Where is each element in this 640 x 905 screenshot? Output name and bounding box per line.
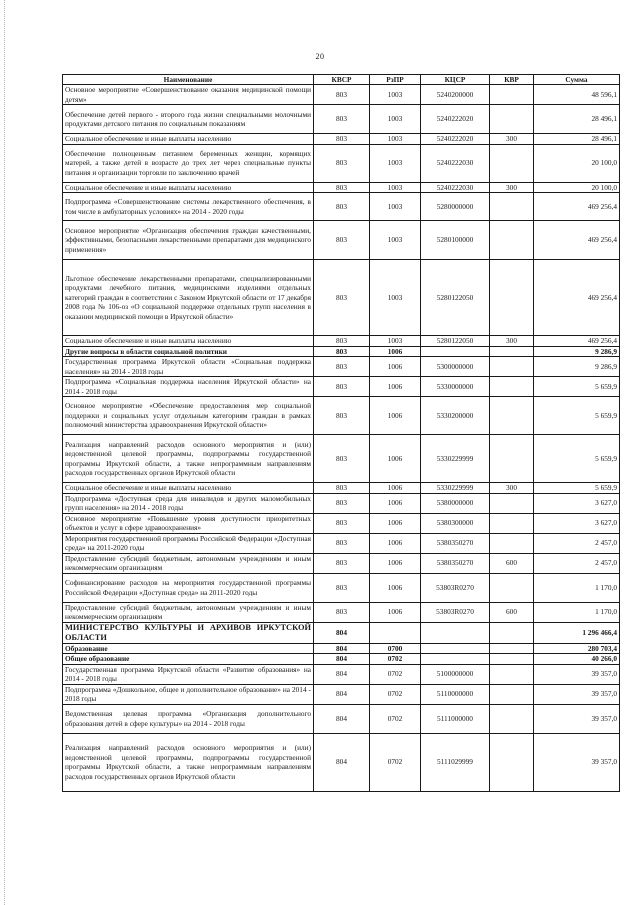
cell-rzpr: 0702 (370, 704, 421, 733)
cell-sum: 39 357,0 (534, 684, 620, 704)
table-row (63, 144, 620, 182)
cell-rzpr: 1003 (370, 134, 421, 145)
table-row (63, 654, 620, 665)
cell-name: Льготное обеспечение лекарственными препаратами, специализированными продуктами лечебного питания, медицинскими изделиями отдельных категорий граждан в соответствии с Законом Иркутской области от 17 декабря 2008 года № 106-оз «О социальной поддержке отдельных групп населения в оказании медицинской помощи в Иркутской области» (63, 260, 314, 336)
cell-name: Подпрограмма «Совершенствование системы лекарственного обеспечения, в том числе в амбулаторных условиях» на 2014 - 2020 годы (63, 193, 314, 221)
table-row (63, 704, 620, 733)
cell-sum: 28 496,1 (534, 134, 620, 145)
cell-kvsr: 803 (314, 105, 370, 134)
cell-rzpr: 1003 (370, 221, 421, 260)
table-row (63, 483, 620, 494)
cell-name: Социальное обеспечение и иные выплаты населению (63, 134, 314, 145)
cell-rzpr: 1006 (370, 346, 421, 357)
table-row (63, 573, 620, 602)
col-header-sum: Сумма (534, 75, 620, 85)
cell-rzpr: 1003 (370, 336, 421, 347)
cell-kvsr: 804 (314, 733, 370, 791)
cell-sum: 2 457,0 (534, 533, 620, 553)
cell-kcsr: 5240222030 (421, 182, 490, 193)
cell-kvsr: 804 (314, 654, 370, 665)
cell-kvsr: 803 (314, 85, 370, 105)
table-row (63, 684, 620, 704)
cell-kvr (490, 260, 534, 336)
cell-sum: 9 286,9 (534, 357, 620, 377)
cell-kvr (490, 622, 534, 643)
cell-kvsr: 803 (314, 493, 370, 513)
cell-rzpr: 1006 (370, 533, 421, 553)
cell-name: Обеспечение полноценным питанием беременных женщин, кормящих матерей, а также детей в возрасте до трех лет через специальные пункты питания и организации торговли по заключению врачей (63, 144, 314, 182)
cell-name: Софинансирование расходов на мероприятия государственной программы Российской Федерации «Доступная среда» на 2011-2020 годы (63, 573, 314, 602)
cell-name: Предоставление субсидий бюджетным, автономным учреждениям и иным некоммерческим организациям (63, 553, 314, 573)
cell-kcsr (421, 622, 490, 643)
cell-kvsr: 803 (314, 513, 370, 533)
cell-rzpr: 1003 (370, 260, 421, 336)
cell-kcsr: 5280122050 (421, 336, 490, 347)
cell-sum: 39 357,0 (534, 664, 620, 684)
cell-sum: 280 703,4 (534, 643, 620, 654)
cell-name: Социальное обеспечение и иные выплаты населению (63, 182, 314, 193)
cell-kcsr: 5330000000 (421, 377, 490, 397)
cell-kcsr: 5240222030 (421, 144, 490, 182)
cell-kcsr (421, 643, 490, 654)
table-row (63, 357, 620, 377)
cell-kvsr: 803 (314, 483, 370, 494)
cell-sum: 28 496,1 (534, 105, 620, 134)
cell-kvr (490, 85, 534, 105)
cell-sum: 1 170,0 (534, 573, 620, 602)
cell-name: Государственная программа Иркутской области «Развитие образования» на 2014 - 2018 годы (63, 664, 314, 684)
cell-kvr: 300 (490, 182, 534, 193)
cell-rzpr: 1006 (370, 553, 421, 573)
cell-sum: 20 100,0 (534, 182, 620, 193)
table-row (63, 602, 620, 622)
table-row (63, 346, 620, 357)
table-header-row (63, 75, 620, 85)
table-row (63, 397, 620, 435)
cell-sum: 20 100,0 (534, 144, 620, 182)
cell-name: МИНИСТЕРСТВО КУЛЬТУРЫ И АРХИВОВ ИРКУТСКОЙ ОБЛАСТИ (63, 622, 314, 643)
cell-kcsr: 5111029999 (421, 733, 490, 791)
cell-kvr (490, 105, 534, 134)
cell-kvsr: 804 (314, 664, 370, 684)
cell-name: Другие вопросы в области социальной политики (63, 346, 314, 357)
cell-rzpr: 1006 (370, 377, 421, 397)
cell-kcsr (421, 346, 490, 357)
table-row (63, 553, 620, 573)
cell-sum: 5 659,9 (534, 435, 620, 483)
cell-rzpr (370, 622, 421, 643)
cell-kvsr: 803 (314, 573, 370, 602)
cell-name: Подпрограмма «Дошкольное, общее и дополнительное образование» на 2014 - 2018 годы (63, 684, 314, 704)
cell-kcsr: 5330229999 (421, 483, 490, 494)
cell-kvr: 300 (490, 336, 534, 347)
cell-rzpr: 1006 (370, 483, 421, 494)
cell-sum: 469 256,4 (534, 336, 620, 347)
table-row (63, 435, 620, 483)
table-row (63, 377, 620, 397)
cell-rzpr: 0702 (370, 664, 421, 684)
cell-rzpr: 1006 (370, 493, 421, 513)
cell-kcsr: 5380000000 (421, 493, 490, 513)
cell-sum: 1 296 466,4 (534, 622, 620, 643)
cell-kvr (490, 357, 534, 377)
cell-name: Социальное обеспечение и иные выплаты населению (63, 483, 314, 494)
col-header-kvr: КВР (490, 75, 534, 85)
table-row (63, 193, 620, 221)
cell-kvsr: 803 (314, 553, 370, 573)
cell-name: Подпрограмма «Доступная среда для инвалидов и других маломобильных групп населения» на 2014 - 2018 годы (63, 493, 314, 513)
cell-kvsr: 803 (314, 357, 370, 377)
cell-rzpr: 1006 (370, 602, 421, 622)
cell-kvr (490, 513, 534, 533)
cell-kvsr: 803 (314, 533, 370, 553)
cell-kvsr: 803 (314, 144, 370, 182)
cell-rzpr: 1003 (370, 85, 421, 105)
table-row (63, 105, 620, 134)
cell-sum: 469 256,4 (534, 221, 620, 260)
cell-name: Образование (63, 643, 314, 654)
cell-sum: 9 286,9 (534, 346, 620, 357)
cell-rzpr: 1006 (370, 435, 421, 483)
cell-kcsr: 53803R0270 (421, 573, 490, 602)
table-row (63, 533, 620, 553)
table-row (63, 182, 620, 193)
cell-kvr (490, 733, 534, 791)
cell-sum: 3 627,0 (534, 493, 620, 513)
cell-kcsr: 5110000000 (421, 684, 490, 704)
cell-rzpr: 1006 (370, 357, 421, 377)
cell-sum: 469 256,4 (534, 260, 620, 336)
cell-kcsr: 5380350270 (421, 533, 490, 553)
cell-kvsr: 803 (314, 193, 370, 221)
cell-kvr (490, 435, 534, 483)
table-row (63, 134, 620, 145)
cell-kvr: 300 (490, 134, 534, 145)
cell-kvsr: 804 (314, 684, 370, 704)
cell-kvr (490, 533, 534, 553)
scan-edge (4, 0, 5, 905)
cell-sum: 5 659,9 (534, 483, 620, 494)
cell-kcsr: 5240222020 (421, 105, 490, 134)
cell-name: Основное мероприятие «Совершенствование оказания медицинской помощи детям» (63, 85, 314, 105)
cell-kvr: 300 (490, 483, 534, 494)
cell-sum: 5 659,9 (534, 397, 620, 435)
cell-kcsr: 5280122050 (421, 260, 490, 336)
cell-kcsr: 5280100000 (421, 221, 490, 260)
cell-name: Подпрограмма «Социальная поддержка населения Иркутской области» на 2014 - 2018 годы (63, 377, 314, 397)
cell-kvr: 600 (490, 602, 534, 622)
cell-kcsr: 5240200000 (421, 85, 490, 105)
cell-kvsr: 804 (314, 622, 370, 643)
cell-kcsr: 5100000000 (421, 664, 490, 684)
table-row (63, 85, 620, 105)
cell-name: Реализация направлений расходов основного мероприятия и (или) ведомственной целевой программы, подпрограммы государственной программы Иркутской области, а также непрограммным направлениям расходов государственных органов Иркутской области (63, 733, 314, 791)
table-row (63, 493, 620, 513)
table-row (63, 643, 620, 654)
cell-kvsr: 803 (314, 182, 370, 193)
cell-kcsr (421, 654, 490, 665)
col-header-rzpr: РзПР (370, 75, 421, 85)
col-header-kvsr: КВСР (314, 75, 370, 85)
cell-sum: 469 256,4 (534, 193, 620, 221)
cell-sum: 5 659,9 (534, 377, 620, 397)
cell-kvr (490, 144, 534, 182)
cell-sum: 40 266,0 (534, 654, 620, 665)
cell-rzpr: 0702 (370, 733, 421, 791)
cell-kvsr: 803 (314, 346, 370, 357)
cell-kvr (490, 573, 534, 602)
cell-sum: 2 457,0 (534, 553, 620, 573)
cell-kvsr: 803 (314, 221, 370, 260)
cell-name: Обеспечение детей первого - второго года жизни специальными молочными продуктами детского питания по социальным показаниям (63, 105, 314, 134)
table-row (63, 733, 620, 791)
cell-kcsr: 5380300000 (421, 513, 490, 533)
cell-kvr (490, 684, 534, 704)
cell-name: Основное мероприятие «Повышение уровня доступности приоритетных объектов и услуг в сфере здравоохранения» (63, 513, 314, 533)
col-header-name: Наименование (63, 75, 314, 85)
cell-kvr (490, 346, 534, 357)
cell-name: Общее образование (63, 654, 314, 665)
cell-name: Основное мероприятие «Обеспечение предоставления мер социальной поддержки и социальных услуг отдельным категориям граждан в рамках полномочий министерства здравоохранения Иркутской области» (63, 397, 314, 435)
cell-kvr (490, 221, 534, 260)
cell-kvr: 600 (490, 553, 534, 573)
cell-kvsr: 803 (314, 397, 370, 435)
cell-name: Социальное обеспечение и иные выплаты населению (63, 336, 314, 347)
cell-kvr (490, 643, 534, 654)
cell-kcsr: 5330200000 (421, 397, 490, 435)
budget-table (62, 74, 620, 792)
cell-kvr (490, 654, 534, 665)
cell-sum: 1 170,0 (534, 602, 620, 622)
cell-kcsr: 5111000000 (421, 704, 490, 733)
cell-kcsr: 53803R0270 (421, 602, 490, 622)
col-header-kcsr: КЦСР (421, 75, 490, 85)
cell-rzpr: 1003 (370, 144, 421, 182)
cell-sum: 48 596,1 (534, 85, 620, 105)
cell-rzpr: 0700 (370, 643, 421, 654)
cell-name: Реализация направлений расходов основного мероприятия и (или) ведомственной целевой программы, подпрограммы государственной программы Иркутской области, а также непрограммным направлениям расходов государственных органов Иркутской области (63, 435, 314, 483)
cell-kcsr: 5240222020 (421, 134, 490, 145)
cell-kvr (490, 493, 534, 513)
table-row (63, 664, 620, 684)
cell-kvsr: 803 (314, 377, 370, 397)
cell-rzpr: 0702 (370, 684, 421, 704)
cell-name: Государственная программа Иркутской области «Социальная поддержка населения» на 2014 - 2018 годы (63, 357, 314, 377)
cell-kvsr: 803 (314, 602, 370, 622)
cell-rzpr: 1003 (370, 193, 421, 221)
cell-name: Ведомственная целевая программа «Организация дополнительного образования детей в сфере культуры» на 2014 - 2018 годы (63, 704, 314, 733)
cell-name: Мероприятия государственной программы Российской Федерации «Доступная среда» на 2011-2020 годы (63, 533, 314, 553)
cell-rzpr: 1006 (370, 573, 421, 602)
cell-kvsr: 804 (314, 643, 370, 654)
cell-rzpr: 1006 (370, 397, 421, 435)
cell-kvsr: 803 (314, 134, 370, 145)
table-row (63, 336, 620, 347)
table-row (63, 221, 620, 260)
cell-kcsr: 5380350270 (421, 553, 490, 573)
table-row (63, 622, 620, 643)
table-row (63, 260, 620, 336)
cell-kvsr: 803 (314, 260, 370, 336)
page-number: 20 (315, 52, 325, 61)
cell-kvr (490, 397, 534, 435)
cell-kvr (490, 193, 534, 221)
cell-rzpr: 1003 (370, 182, 421, 193)
cell-rzpr: 1006 (370, 513, 421, 533)
cell-rzpr: 0702 (370, 654, 421, 665)
cell-sum: 39 357,0 (534, 733, 620, 791)
cell-kvr (490, 664, 534, 684)
cell-rzpr: 1003 (370, 105, 421, 134)
table-row (63, 513, 620, 533)
cell-kvsr: 804 (314, 704, 370, 733)
cell-kvsr: 803 (314, 435, 370, 483)
cell-kvsr: 803 (314, 336, 370, 347)
cell-sum: 3 627,0 (534, 513, 620, 533)
cell-name: Предоставление субсидий бюджетным, автономным учреждениям и иным некоммерческим организациям (63, 602, 314, 622)
cell-kvr (490, 377, 534, 397)
cell-sum: 39 357,0 (534, 704, 620, 733)
cell-kcsr: 5300000000 (421, 357, 490, 377)
cell-kcsr: 5280000000 (421, 193, 490, 221)
cell-name: Основное мероприятие «Организация обеспечения граждан качественными, эффективными, безопасными лекарственными препаратами для медицинского применения» (63, 221, 314, 260)
cell-kcsr: 5330229999 (421, 435, 490, 483)
cell-kvr (490, 704, 534, 733)
